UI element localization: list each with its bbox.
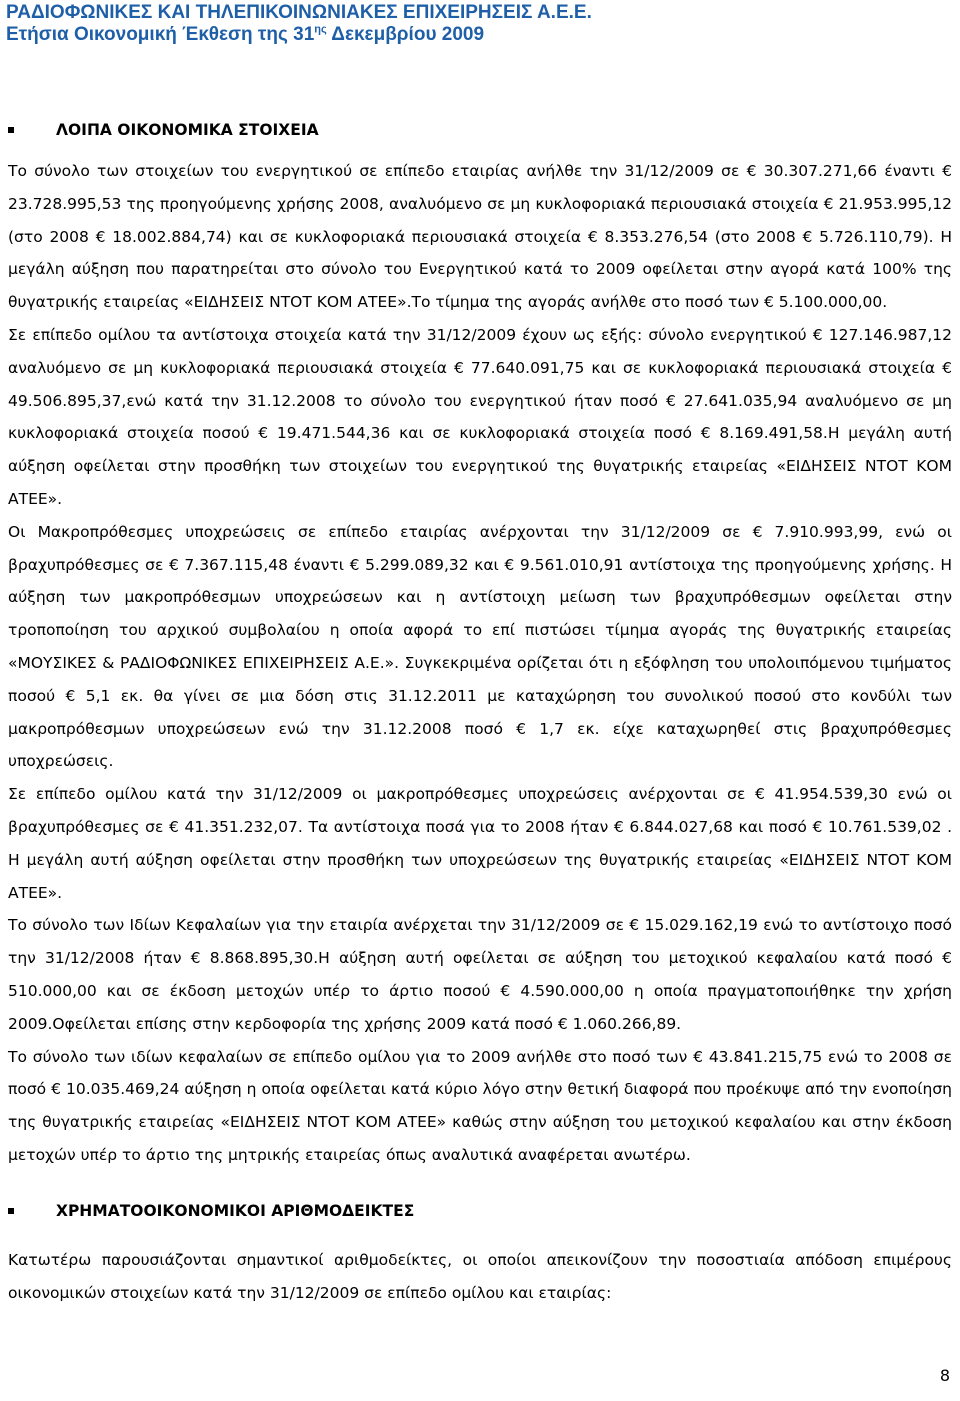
bullet-icon — [8, 1208, 14, 1214]
paragraph: Σε επίπεδο ομίλου τα αντίστοιχα στοιχεία κατά την 31/12/2009 έχουν ως εξής: σύνολο ενεργητικού € 127.146.987,12 αναλυόμενο σε μη κυκλοφοριακά περιουσιακά στοιχεία € 77.640.091,75 και σε κυκλοφοριακά περιουσιακά στοιχεία € 49.506.895,37,ενώ κατά την 31.12.2008 το σύνολο του ενεργητικού ήταν ποσό € 27.641.035,94 αναλυόμενο σε μη κυκλοφοριακά στοιχεία ποσού € 19.471.544,36 και σε κυκλοφοριακά στοιχεία ποσό € 8.169.491,58.Η μεγάλη αυτή αύξηση οφείλεται στην προσθήκη των στοιχείων του ενεργητικού της θυγατρικής εταιρείας «ΕΙΔΗΣΕΙΣ ΝΤΟΤ ΚΟΜ ΑΤΕΕ». — [8, 325, 952, 508]
section-heading-other-financial — [8, 121, 319, 139]
paragraph: Σε επίπεδο ομίλου κατά την 31/12/2009 οι μακροπρόθεσμες υποχρεώσεις ανέρχονται σε € 41.954.539,30 ενώ οι βραχυπρόθεσμες σε € 41.351.232,07. Τα αντίστοιχα ποσά για το 2008 ήταν € 6.844.027,68 και ποσό € 10.761.539,02 . Η μεγάλη αυτή αύξηση οφείλεται στην προσθήκη των υποχρεώσεων της θυγατρικής εταιρείας «ΕΙΔΗΣΕΙΣ ΝΤΟΤ ΚΟΜ ΑΤΕΕ». — [8, 785, 952, 902]
paragraph: Το σύνολο των Ιδίων Κεφαλαίων για την εταιρία ανέρχεται την 31/12/2009 σε € 15.029.162,19 ενώ το αντίστοιχο ποσό την 31/12/2008 ήταν € 8.868.895,30.Η αύξηση αυτή οφείλεται σε αύξηση του μετοχικού κεφαλαίου κατά ποσό € 510.000,00 και σε έκδοση μετοχών υπέρ το άρτιο ποσού € 4.590.000,00 η οποία πραγματοποιήθηκε την χρήση 2009.Οφείλεται επίσης στην κερδοφορία της χρήσης 2009 κατά ποσό € 1.060.266,89. — [8, 916, 952, 1033]
report-title-prefix: Ετήσια Οικονομική Έκθεση της 31 — [6, 24, 315, 45]
section-title: ΧΡΗΜΑΤΟΟΙΚΟΝΟΜΙΚΟΙ ΑΡΙΘΜΟΔΕΙΚΤΕΣ — [56, 1202, 415, 1220]
paragraph: Το σύνολο των στοιχείων του ενεργητικού σε επίπεδο εταιρίας ανήλθε την 31/12/2009 σε € 30.307.271,66 έναντι € 23.728.995,53 της προηγούμενης χρήσης 2008, αναλυόμενο σε μη κυκλοφοριακά περιουσιακά στοιχεία € 21.953.995,12 (στο 2008 € 18.002.884,74) και σε κυκλοφοριακά περιουσιακά στοιχεία € 8.353.276,54 (στο 2008 € 5.726.110,79). Η μεγάλη αύξηση που παρατηρείται στο σύνολο του Ενεργητικού κατά το 2009 οφείλεται στην αγορά κατά 100% της θυγατρικής εταιρείας «ΕΙΔΗΣΕΙΣ ΝΤΟΤ ΚΟΜ ΑΤΕΕ».Το τίμημα της αγοράς ανήλθε στο ποσό των € 5.100.000,00. — [8, 162, 952, 312]
page-number: 8 — [939, 1366, 950, 1385]
report-title — [6, 24, 946, 46]
bullet-icon — [8, 127, 14, 133]
report-title-superscript: ης — [314, 23, 327, 36]
report-title-suffix: Δεκεμβρίου 2009 — [326, 24, 485, 45]
paragraph: Το σύνολο των ιδίων κεφαλαίων σε επίπεδο ομίλου για το 2009 ανήλθε στο ποσό των € 43.841.215,75 ενώ το 2008 σε ποσό € 10.035.469,24 αύξηση η οποία οφείλεται κατά κύριο λόγο στην θετική διαφορά που προέκυψε από την ενοποίηση της θυγατρικής εταιρείας «ΕΙΔΗΣΕΙΣ ΝΤΟΤ ΚΟΜ ΑΤΕΕ» καθώς στην αύξηση του μετοχικού κεφαλαίου και στην έκδοση μετοχών υπέρ το άρτιο της μητρικής εταιρείας όπως αναλυτικά αναφέρεται ανωτέρω. — [8, 1047, 952, 1164]
paragraph: Οι Μακροπρόθεσμες υποχρεώσεις σε επίπεδο εταιρίας ανέρχονται την 31/12/2009 σε € 7.910.993,99, ενώ οι βραχυπρόθεσμες σε € 7.367.115,48 έναντι € 5.299.089,32 και € 9.561.010,91 αντίστοιχα της προηγούμενης χρήσης. Η αύξηση των μακροπρόθεσμων υποχρεώσεων και η αντίστοιχη μείωση των βραχυπρόθεσμων οφείλεται στην τροποποίηση του αρχικού συμβολαίου η οποία αφορά το επί πιστώσει τίμημα αγοράς της θυγατρικής εταιρείας «ΜΟΥΣΙΚΕΣ & ΡΑΔΙΟΦΩΝΙΚΕΣ ΕΠΙΧΕΙΡΗΣΕΙΣ Α.Ε.». Συγκεκριμένα ορίζεται ότι η εξόφληση του υπολοιπόμενου τιμήματος ποσού € 5,1 εκ. θα γίνει σε μια δόση στις 31.12.2011 με καταχώρηση του συνολικού ποσού στο κονδύλι των μακροπρόθεσμων υποχρεώσεων ενώ την 31.12.2008 ποσό € 1,7 εκ. είχε καταχωρηθεί στις βραχυπρόθεσμες υποχρεώσεις. — [8, 522, 952, 771]
company-name: ΡΑΔΙΟΦΩΝΙΚΕΣ ΚΑΙ ΤΗΛΕΠΙΚΟΙΝΩΝΙΑΚΕΣ ΕΠΙΧΕΙΡΗΣΕΙΣ Α.Ε.Ε. — [6, 2, 592, 23]
section-body-other-financial — [8, 155, 952, 1172]
section-heading-financial-ratios — [8, 1202, 414, 1220]
paragraph: Κατωτέρω παρουσιάζονται σημαντικοί αριθμοδείκτες, οι οποίοι απεικονίζουν την ποσοστιαία απόδοση επιμέρους οικονομικών στοιχείων κατά την 31/12/2009 σε επίπεδο ομίλου και εταιρίας: — [8, 1251, 952, 1302]
document-header — [6, 2, 946, 46]
section-body-financial-ratios — [8, 1244, 952, 1310]
section-title: ΛΟΙΠΑ ΟΙΚΟΝΟΜΙΚΑ ΣΤΟΙΧΕΙΑ — [56, 121, 319, 139]
